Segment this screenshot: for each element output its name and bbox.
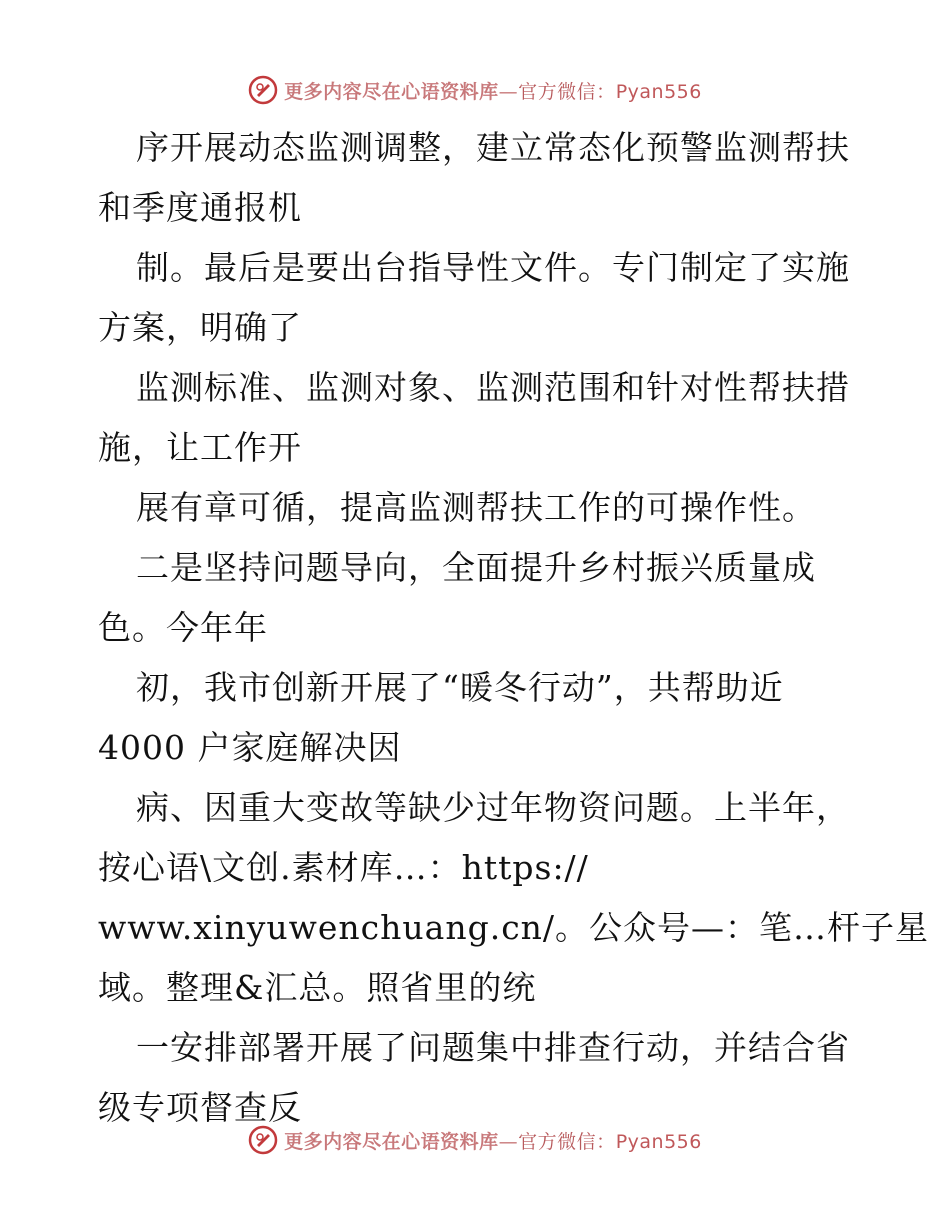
- footer-banner-text: [284, 1127, 702, 1154]
- text-line: 序开展动态监测调整，建立常态化预警监测帮扶: [136, 128, 850, 167]
- site-name: 更多内容尽在心语资料库: [284, 1130, 499, 1153]
- brand-logo-icon: [248, 75, 278, 105]
- text-line: 初，我市创新开展了“暖冬行动”，共帮助近: [136, 668, 784, 707]
- text-line: 展有章可循，提高监测帮扶工作的可操作性。: [136, 488, 816, 527]
- brand-logo-icon: [248, 1125, 278, 1155]
- text-line: 监测标准、监测对象、监测范围和针对性帮扶措: [136, 368, 850, 407]
- text-line: 4000 户家庭解决因: [98, 728, 402, 767]
- text-line: 病、因重大变故等缺少过年物资问题。上半年，: [136, 788, 850, 827]
- site-name: 更多内容尽在心语资料库: [284, 80, 499, 103]
- text-line: 施，让工作开: [98, 428, 302, 467]
- separator-dash: —: [498, 80, 519, 103]
- separator-dash: —: [498, 1130, 519, 1153]
- wechat-label: 官方微信：: [518, 80, 616, 103]
- text-line: 一安排部署开展了问题集中排查行动，并结合省: [136, 1028, 850, 1067]
- text-line: www.xinyuwenchuang.cn/。公众号—：笔…杆子星: [98, 908, 930, 947]
- text-line: 二是坚持问题导向，全面提升乡村振兴质量成: [136, 548, 816, 587]
- header-banner-text: [284, 77, 702, 104]
- text-line: 和季度通报机: [98, 188, 302, 227]
- header-banner: [0, 70, 950, 110]
- text-line: 按心语\文创.素材库…：https://: [98, 848, 589, 887]
- document-body: [98, 118, 930, 1138]
- wechat-id: Pyan556: [615, 1130, 702, 1153]
- wechat-label: 官方微信：: [518, 1130, 616, 1153]
- footer-banner: [0, 1120, 950, 1160]
- text-line: 域。整理&汇总。照省里的统: [98, 968, 537, 1007]
- text-line: 制。最后是要出台指导性文件。专门制定了实施: [136, 248, 850, 287]
- wechat-id: Pyan556: [615, 80, 702, 103]
- text-line: 色。今年年: [98, 608, 268, 647]
- text-line: 方案，明确了: [98, 308, 302, 347]
- text-line: 级专项督查反: [98, 1088, 302, 1127]
